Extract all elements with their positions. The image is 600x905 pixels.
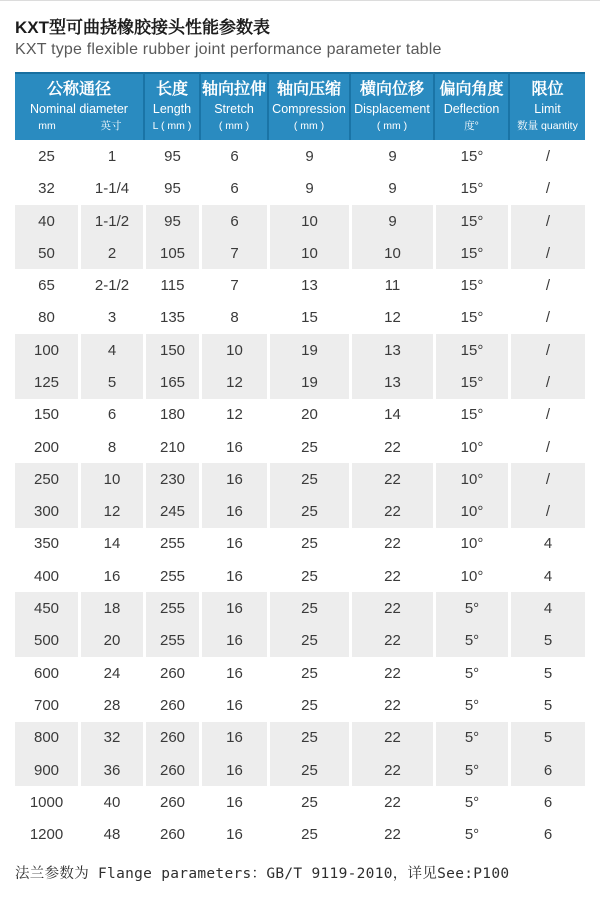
table-cell: 80 bbox=[15, 302, 78, 334]
table-cell: 600 bbox=[15, 657, 78, 689]
table-cell: 18 bbox=[78, 592, 143, 624]
table-cell: 105 bbox=[143, 237, 199, 269]
table-cell: 260 bbox=[143, 754, 199, 786]
table-cell: 6 bbox=[78, 399, 143, 431]
table-cell: 22 bbox=[349, 819, 433, 851]
table-cell: 48 bbox=[78, 819, 143, 851]
table-row bbox=[15, 140, 585, 172]
table-cell: / bbox=[508, 302, 585, 334]
table-cell: 5° bbox=[433, 689, 508, 721]
table-cell: 16 bbox=[199, 722, 267, 754]
table-cell: 25 bbox=[267, 657, 349, 689]
table-cell: 9 bbox=[349, 173, 433, 205]
table-cell: 25 bbox=[267, 819, 349, 851]
col-header-compression bbox=[267, 72, 349, 140]
table-cell: 16 bbox=[78, 560, 143, 592]
table-cell: 5° bbox=[433, 722, 508, 754]
table-cell: 2-1/2 bbox=[78, 269, 143, 301]
table-cell: 15° bbox=[433, 205, 508, 237]
footer-note: 法兰参数为 Flange parameters：GB/T 9119-2010，详见See:P100 bbox=[15, 865, 510, 882]
table-cell: 4 bbox=[78, 334, 143, 366]
table-cell: 15° bbox=[433, 366, 508, 398]
table-cell: 50 bbox=[15, 237, 78, 269]
table-cell: 4 bbox=[508, 592, 585, 624]
table-row bbox=[15, 625, 585, 657]
table-cell: 300 bbox=[15, 496, 78, 528]
table-row bbox=[15, 302, 585, 334]
table-cell: 13 bbox=[349, 366, 433, 398]
table-cell: / bbox=[508, 334, 585, 366]
table-header bbox=[15, 72, 585, 140]
table-row bbox=[15, 722, 585, 754]
table-cell: 5° bbox=[433, 786, 508, 818]
header-zh-label: 偏向角度 bbox=[439, 81, 504, 99]
table-cell: 12 bbox=[349, 302, 433, 334]
table-cell: 16 bbox=[199, 463, 267, 495]
table-cell: 5 bbox=[508, 722, 585, 754]
table-row bbox=[15, 560, 585, 592]
table-cell: 5 bbox=[508, 625, 585, 657]
table-cell: 22 bbox=[349, 722, 433, 754]
table-row bbox=[15, 366, 585, 398]
table-cell: 150 bbox=[143, 334, 199, 366]
header-sub-label: L ( mm ) bbox=[152, 120, 192, 133]
header-en-label: Limit bbox=[534, 101, 561, 116]
table-cell: 25 bbox=[267, 754, 349, 786]
table-cell: 10° bbox=[433, 528, 508, 560]
table-cell: 5° bbox=[433, 592, 508, 624]
header-en-label: Length bbox=[152, 101, 192, 116]
table-cell: 22 bbox=[349, 463, 433, 495]
table-cell: 260 bbox=[143, 819, 199, 851]
table-cell: 10° bbox=[433, 431, 508, 463]
table-cell: 450 bbox=[15, 592, 78, 624]
table-row bbox=[15, 528, 585, 560]
table-row bbox=[15, 431, 585, 463]
table-cell: 6 bbox=[199, 205, 267, 237]
table-cell: 15° bbox=[433, 173, 508, 205]
header-zh-label: 限位 bbox=[531, 81, 564, 99]
table-cell: 20 bbox=[78, 625, 143, 657]
table-row bbox=[15, 754, 585, 786]
table-row bbox=[15, 463, 585, 495]
table-cell: / bbox=[508, 431, 585, 463]
table-cell: 1-1/4 bbox=[78, 173, 143, 205]
table-cell: 400 bbox=[15, 560, 78, 592]
table-cell: 1200 bbox=[15, 819, 78, 851]
header-sub-inch: 英寸 bbox=[100, 120, 122, 133]
table-row bbox=[15, 819, 585, 851]
header-sub-label: ( mm ) bbox=[376, 120, 408, 133]
table-cell: 9 bbox=[349, 205, 433, 237]
table-cell: 13 bbox=[267, 269, 349, 301]
table-cell: / bbox=[508, 463, 585, 495]
table-cell: 4 bbox=[508, 528, 585, 560]
table-cell: 95 bbox=[143, 140, 199, 172]
header-sub-label: 数量 quantity bbox=[517, 120, 578, 133]
table-cell: 65 bbox=[15, 269, 78, 301]
table-row bbox=[15, 592, 585, 624]
table-cell: 8 bbox=[199, 302, 267, 334]
table-cell: 10 bbox=[78, 463, 143, 495]
table-cell: 260 bbox=[143, 722, 199, 754]
header-en-label: Displacement bbox=[354, 101, 430, 116]
header-sub-label: ( mm ) bbox=[293, 120, 325, 133]
table-cell: 16 bbox=[199, 819, 267, 851]
table-row bbox=[15, 399, 585, 431]
table-cell: 19 bbox=[267, 366, 349, 398]
table-cell: 250 bbox=[15, 463, 78, 495]
table-cell: 28 bbox=[78, 689, 143, 721]
table-row bbox=[15, 269, 585, 301]
table-cell: 10° bbox=[433, 463, 508, 495]
table-cell: 24 bbox=[78, 657, 143, 689]
table-cell: 3 bbox=[78, 302, 143, 334]
table-cell: 14 bbox=[78, 528, 143, 560]
table-cell: 22 bbox=[349, 560, 433, 592]
table-cell: 12 bbox=[78, 496, 143, 528]
table-cell: 22 bbox=[349, 431, 433, 463]
header-en-label: Stretch bbox=[214, 101, 254, 116]
col-header-displacement bbox=[349, 72, 433, 140]
table-cell: 260 bbox=[143, 657, 199, 689]
table-cell: 9 bbox=[267, 140, 349, 172]
table-row bbox=[15, 334, 585, 366]
table-cell: / bbox=[508, 140, 585, 172]
table-cell: 16 bbox=[199, 592, 267, 624]
table-cell: 11 bbox=[349, 269, 433, 301]
table-cell: 25 bbox=[267, 722, 349, 754]
table-cell: 32 bbox=[15, 173, 78, 205]
header-sub-label: ( mm ) bbox=[218, 120, 250, 133]
table-cell: / bbox=[508, 399, 585, 431]
table-cell: 350 bbox=[15, 528, 78, 560]
table-cell: 5° bbox=[433, 625, 508, 657]
table-cell: 25 bbox=[15, 140, 78, 172]
col-header-stretch bbox=[199, 72, 267, 140]
table-row bbox=[15, 786, 585, 818]
table-cell: 16 bbox=[199, 528, 267, 560]
table-cell: 8 bbox=[78, 431, 143, 463]
table-cell: 25 bbox=[267, 786, 349, 818]
header-sub-label bbox=[15, 120, 143, 133]
table-row bbox=[15, 173, 585, 205]
table-cell: 5 bbox=[78, 366, 143, 398]
table-cell: 16 bbox=[199, 496, 267, 528]
table-cell: 16 bbox=[199, 754, 267, 786]
table-cell: 6 bbox=[508, 819, 585, 851]
table-cell: 210 bbox=[143, 431, 199, 463]
table-cell: 15° bbox=[433, 399, 508, 431]
table-cell: 5 bbox=[508, 689, 585, 721]
header-en-label: Nominal diameter bbox=[30, 101, 128, 116]
col-header-length bbox=[143, 72, 199, 140]
table-cell: 180 bbox=[143, 399, 199, 431]
header-sub-mm: mm bbox=[38, 120, 56, 133]
table-cell: 22 bbox=[349, 496, 433, 528]
table-cell: 10° bbox=[433, 496, 508, 528]
table-cell: 200 bbox=[15, 431, 78, 463]
table-cell: 16 bbox=[199, 657, 267, 689]
table-cell: 25 bbox=[267, 528, 349, 560]
table-cell: 16 bbox=[199, 786, 267, 818]
table-cell: 5° bbox=[433, 754, 508, 786]
table-row bbox=[15, 496, 585, 528]
table-cell: 135 bbox=[143, 302, 199, 334]
table-cell: 15° bbox=[433, 302, 508, 334]
table-cell: 5 bbox=[508, 657, 585, 689]
header-sub-label: 度° bbox=[464, 120, 479, 133]
table-cell: 260 bbox=[143, 786, 199, 818]
table-body bbox=[15, 140, 585, 851]
table-cell: 16 bbox=[199, 560, 267, 592]
table-cell: 10 bbox=[349, 237, 433, 269]
table-cell: / bbox=[508, 205, 585, 237]
table-cell: 25 bbox=[267, 592, 349, 624]
col-header-nominal-diameter bbox=[15, 72, 143, 140]
header-zh-label: 公称通径 bbox=[46, 81, 111, 99]
table-cell: / bbox=[508, 366, 585, 398]
table-cell: 95 bbox=[143, 173, 199, 205]
table-cell: 6 bbox=[199, 140, 267, 172]
table-cell: 5° bbox=[433, 657, 508, 689]
col-header-limit bbox=[508, 72, 585, 140]
table-cell: 12 bbox=[199, 399, 267, 431]
table-cell: 1 bbox=[78, 140, 143, 172]
table-cell: 255 bbox=[143, 560, 199, 592]
table-cell: 15° bbox=[433, 334, 508, 366]
table-cell: 10° bbox=[433, 560, 508, 592]
table-cell: 7 bbox=[199, 237, 267, 269]
table-cell: 4 bbox=[508, 560, 585, 592]
header-en-label: Compression bbox=[272, 101, 346, 116]
table-cell: 100 bbox=[15, 334, 78, 366]
table-cell: 95 bbox=[143, 205, 199, 237]
table-cell: 25 bbox=[267, 463, 349, 495]
table-cell: 20 bbox=[267, 399, 349, 431]
table-cell: 15° bbox=[433, 237, 508, 269]
table-cell: 9 bbox=[267, 173, 349, 205]
table-cell: 36 bbox=[78, 754, 143, 786]
col-header-deflection bbox=[433, 72, 508, 140]
parameter-table bbox=[15, 72, 585, 851]
table-cell: / bbox=[508, 237, 585, 269]
table-cell: 500 bbox=[15, 625, 78, 657]
table-cell: / bbox=[508, 173, 585, 205]
table-cell: 150 bbox=[15, 399, 78, 431]
table-cell: 245 bbox=[143, 496, 199, 528]
table-cell: 9 bbox=[349, 140, 433, 172]
header-zh-label: 横向位移 bbox=[359, 81, 424, 99]
table-row bbox=[15, 689, 585, 721]
table-row bbox=[15, 657, 585, 689]
table-cell: 125 bbox=[15, 366, 78, 398]
table-cell: 900 bbox=[15, 754, 78, 786]
table-cell: 22 bbox=[349, 625, 433, 657]
table-cell: 25 bbox=[267, 689, 349, 721]
page-title: KXT型可曲挠橡胶接头性能参数表 bbox=[15, 18, 270, 37]
table-cell: 40 bbox=[78, 786, 143, 818]
table-cell: 10 bbox=[267, 237, 349, 269]
table-cell: 165 bbox=[143, 366, 199, 398]
table-cell: 13 bbox=[349, 334, 433, 366]
table-cell: 25 bbox=[267, 560, 349, 592]
table-cell: 22 bbox=[349, 754, 433, 786]
table-cell: 19 bbox=[267, 334, 349, 366]
table-cell: 14 bbox=[349, 399, 433, 431]
table-cell: 25 bbox=[267, 431, 349, 463]
table-cell: 10 bbox=[199, 334, 267, 366]
table-cell: 1-1/2 bbox=[78, 205, 143, 237]
table-cell: 25 bbox=[267, 496, 349, 528]
table-cell: 255 bbox=[143, 528, 199, 560]
table-cell: 22 bbox=[349, 592, 433, 624]
table-cell: 700 bbox=[15, 689, 78, 721]
table-cell: 15 bbox=[267, 302, 349, 334]
table-cell: 115 bbox=[143, 269, 199, 301]
table-cell: 230 bbox=[143, 463, 199, 495]
table-cell: / bbox=[508, 269, 585, 301]
table-cell: 22 bbox=[349, 657, 433, 689]
table-row bbox=[15, 205, 585, 237]
table-cell: 16 bbox=[199, 625, 267, 657]
table-cell: 32 bbox=[78, 722, 143, 754]
table-cell: 6 bbox=[508, 754, 585, 786]
header-zh-label: 轴向拉伸 bbox=[201, 81, 266, 99]
table-cell: 15° bbox=[433, 140, 508, 172]
header-en-label: Deflection bbox=[443, 101, 500, 116]
table-row bbox=[15, 237, 585, 269]
table-cell: 22 bbox=[349, 528, 433, 560]
table-cell: 40 bbox=[15, 205, 78, 237]
table-cell: 12 bbox=[199, 366, 267, 398]
table-cell: 6 bbox=[199, 173, 267, 205]
table-cell: 16 bbox=[199, 431, 267, 463]
table-cell: 800 bbox=[15, 722, 78, 754]
table-cell: 22 bbox=[349, 689, 433, 721]
table-cell: 1000 bbox=[15, 786, 78, 818]
table-cell: 5° bbox=[433, 819, 508, 851]
table-cell: 255 bbox=[143, 625, 199, 657]
header-zh-label: 长度 bbox=[155, 81, 188, 99]
table-cell: 22 bbox=[349, 786, 433, 818]
table-cell: 2 bbox=[78, 237, 143, 269]
table-cell: 260 bbox=[143, 689, 199, 721]
table-cell: 255 bbox=[143, 592, 199, 624]
table-cell: / bbox=[508, 496, 585, 528]
page-subtitle: KXT type flexible rubber joint performance parameter table bbox=[15, 41, 442, 59]
header-zh-label: 轴向压缩 bbox=[276, 81, 341, 99]
table-cell: 6 bbox=[508, 786, 585, 818]
table-cell: 10 bbox=[267, 205, 349, 237]
table-cell: 16 bbox=[199, 689, 267, 721]
table-cell: 7 bbox=[199, 269, 267, 301]
table-cell: 15° bbox=[433, 269, 508, 301]
table-cell: 25 bbox=[267, 625, 349, 657]
